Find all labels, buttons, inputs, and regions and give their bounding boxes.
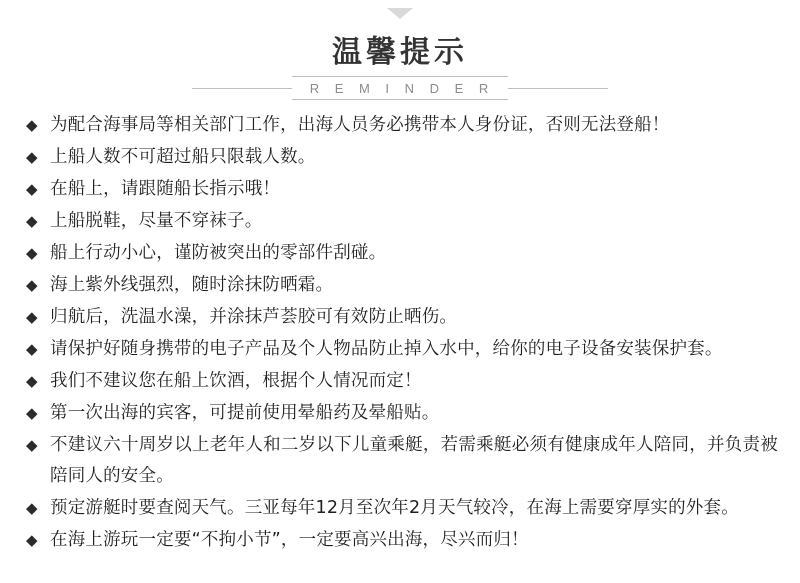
list-item-text: 在船上，请跟随船长指示哦！ [50,179,281,199]
list-item-text: 请保护好随身携带的电子产品及个人物品防止掉入水中，给你的电子设备安装保护套。 [50,339,723,359]
diamond-bullet-icon: ◆ [26,405,38,422]
diamond-bullet-icon: ◆ [26,309,38,326]
page-title: 温馨提示 [332,35,468,70]
diamond-bullet-icon: ◆ [26,373,38,390]
diamond-bullet-icon: ◆ [26,181,38,198]
list-item [24,142,778,173]
list-item [24,430,778,492]
triangle-down-shape [387,8,413,19]
reminder-list [24,110,778,557]
list-item [24,238,778,269]
list-item [24,302,778,333]
diamond-bullet-icon: ◆ [26,149,38,166]
list-item-text: 预定游艇时要查阅天气。三亚每年12月至次年2月天气较冷，在海上需要穿厚实的外套。 [50,498,739,518]
subtitle-row [0,76,800,100]
diamond-bullet-icon: ◆ [26,437,38,454]
diamond-bullet-icon: ◆ [26,500,38,517]
list-item-text: 上船人数不可超过船只限载人数。 [50,147,316,167]
list-item-text: 船上行动小心，谨防被突出的零部件刮碰。 [50,243,387,263]
list-item-text: 我们不建议您在船上饮酒，根据个人情况而定！ [50,371,422,391]
list-item [24,174,778,205]
list-item [24,493,778,524]
list-item-text: 不建议六十周岁以上老年人和二岁以下儿童乘艇，若需乘艇必须有健康成年人陪同，并负责被陪同人的安全。 [50,435,778,486]
diamond-bullet-icon: ◆ [26,117,38,134]
triangle-down-icon [0,8,800,19]
subtitle-frame [292,76,509,100]
diamond-bullet-icon: ◆ [26,532,38,549]
subtitle-rule-right [508,88,608,89]
list-item [24,334,778,365]
list-item-text: 上船脱鞋，尽量不穿袜子。 [50,211,263,231]
list-item-text: 为配合海事局等相关部门工作，出海人员务必携带本人身份证，否则无法登船！ [50,115,670,135]
list-item-text: 在海上游玩一定要“不拘小节”，一定要高兴出海，尽兴而归！ [50,530,529,550]
list-item [24,270,778,301]
list-item-text: 第一次出海的宾客，可提前使用晕船药及晕船贴。 [50,403,440,423]
list-item [24,206,778,237]
list-item [24,110,778,141]
diamond-bullet-icon: ◆ [26,213,38,230]
diamond-bullet-icon: ◆ [26,245,38,262]
list-item [24,525,778,556]
list-item [24,398,778,429]
page-subtitle: R E M I N D E R [309,81,495,96]
subtitle-rule-left [192,88,292,89]
list-item-text: 海上紫外线强烈，随时涂抹防晒霜。 [50,275,334,295]
list-item-text: 归航后，洗温水澡，并涂抹芦荟胶可有效防止晒伤。 [50,307,458,327]
diamond-bullet-icon: ◆ [26,277,38,294]
page-header [0,34,800,100]
list-item [24,366,778,397]
diamond-bullet-icon: ◆ [26,341,38,358]
